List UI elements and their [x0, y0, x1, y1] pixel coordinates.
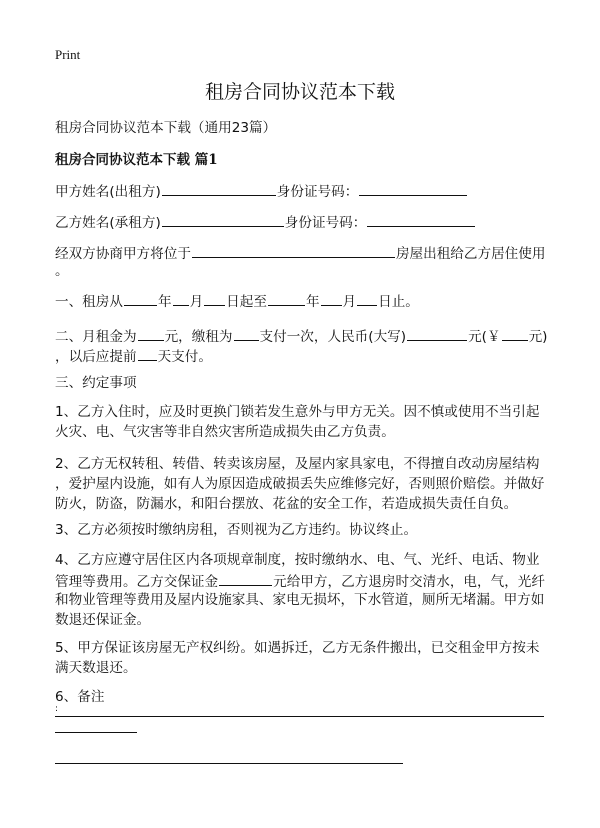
blank — [138, 346, 157, 361]
item4-line: 数退还保证金。 — [55, 612, 151, 628]
party-b-id-label: 身份证号码： — [284, 215, 367, 231]
blank — [124, 291, 157, 306]
blank — [234, 326, 259, 341]
blank — [407, 326, 467, 341]
party-b-name-blank — [162, 212, 284, 227]
term-text: 年 — [157, 294, 172, 310]
rent-text: ，以后应提前 — [55, 349, 137, 365]
rent-text: 天支付。 — [157, 349, 212, 365]
item3-line: 3、乙方必须按时缴纳房租，否则视为乙方违约。协议终止。 — [55, 522, 418, 538]
location-before: 经双方协商甲方将位于 — [55, 246, 191, 262]
blank — [321, 291, 342, 306]
rent-line-1 — [55, 326, 547, 346]
rent-text: 元) — [528, 329, 548, 345]
remark-line — [55, 716, 544, 717]
item4-text: 管理等费用。乙方交保证金 — [55, 574, 219, 590]
item4-line: 4、乙方应遵守居住区内各项规章制度，按时缴纳水、电、气、光纤、电话、物业 — [55, 552, 540, 568]
term-text: 月 — [342, 294, 357, 310]
item5-line: 满天数退还。 — [55, 660, 137, 676]
blank — [138, 326, 164, 341]
blank — [173, 291, 189, 306]
remark-line — [55, 732, 137, 733]
item1-line: 火灾、电、气灾害等非自然灾害所造成损失由乙方负责。 — [55, 424, 395, 440]
item6-label: 6、备注 — [55, 689, 105, 705]
rent-line-2 — [55, 346, 212, 366]
rent-text: 二、月租金为 — [55, 329, 137, 345]
print-link[interactable]: Print — [55, 47, 81, 62]
remark-colon: : — [55, 704, 59, 714]
term-text: 日止。 — [378, 294, 419, 310]
agreed-heading: 三、约定事项 — [55, 375, 137, 391]
deposit-blank — [219, 571, 272, 586]
item4-line: 和物业管理等费用及屋内设施家具、家电无损坏，下水管道，厕所无堵漏。甲方如 — [55, 592, 545, 608]
party-b-label: 乙方姓名(承租方) — [55, 215, 161, 231]
subtitle: 租房合同协议范本下载（通用23篇） — [55, 120, 277, 136]
item4-text: 元给甲方，乙方退房时交清水，电，气，光纤 — [273, 574, 545, 590]
party-a-name-blank — [162, 181, 276, 196]
party-a-id-blank — [359, 181, 467, 196]
location-line — [55, 243, 545, 263]
section-heading: 租房合同协议范本下载 篇1 — [55, 152, 218, 168]
rent-text: 支付一次，人民币(大写) — [259, 329, 407, 345]
item2-line: 2、乙方无权转租、转借、转卖该房屋，及屋内家具家电，不得擅自改动房屋结构 — [55, 456, 540, 472]
item2-line: 防火，防盗，防漏水，和阳台摆放、花盆的安全工作，若造成损失责任自负。 — [55, 496, 518, 512]
term-text: 年 — [305, 294, 320, 310]
term-text: 一、租房从 — [55, 294, 123, 310]
party-a-line — [55, 181, 468, 201]
party-a-label: 甲方姓名(出租方) — [55, 184, 161, 200]
rent-text: 元(￥ — [468, 329, 501, 345]
location-after: 房屋出租给乙方居住使用 — [395, 246, 546, 262]
blank — [268, 291, 305, 306]
blank — [502, 326, 528, 341]
term-text: 月 — [189, 294, 204, 310]
blank — [204, 291, 225, 306]
item2-line: ，爱护屋内设施，如有人为原因造成破损丢失应维修完好，否则照价赔偿。并做好 — [55, 476, 545, 492]
remark-line — [55, 763, 403, 764]
term-line — [55, 291, 419, 311]
item4-line — [55, 571, 545, 591]
page-title: 租房合同协议范本下载 — [204, 81, 395, 103]
location-blank — [192, 243, 395, 258]
term-text: 日起至 — [226, 294, 267, 310]
party-a-id-label: 身份证号码： — [276, 184, 359, 200]
party-b-id-blank — [367, 212, 475, 227]
item1-line: 1、乙方入住时，应及时更换门锁若发生意外与甲方无关。因不慎或使用不当引起 — [55, 404, 540, 420]
location-end: 。 — [55, 263, 69, 279]
blank — [357, 291, 377, 306]
rent-text: 元，缴租为 — [164, 329, 233, 345]
party-b-line — [55, 212, 476, 232]
item5-line: 5、甲方保证该房屋无产权纠纷。如遇拆迁，乙方无条件搬出，已交租金甲方按未 — [55, 640, 540, 656]
